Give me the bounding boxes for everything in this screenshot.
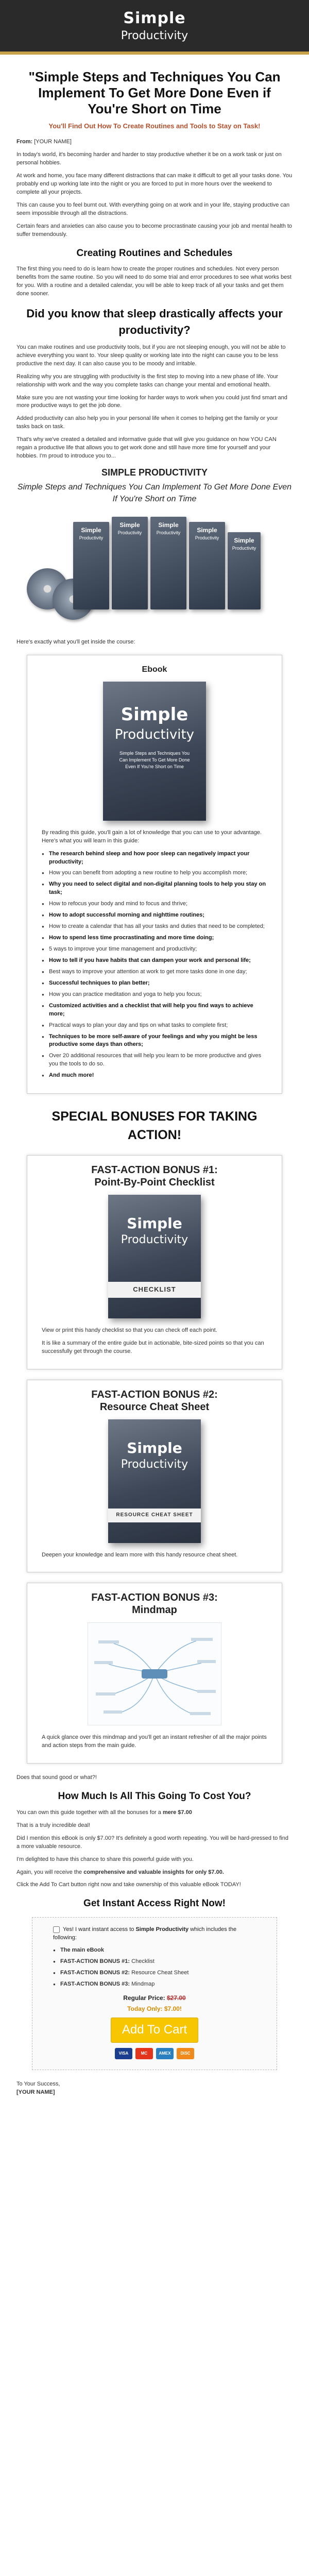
pricing-paragraph: Did I mention this eBook is only $7.00? It's definitely a good worth repeating. You will be hard-pressed to find a more valuable resource. [16,1835,288,1850]
ebook-cover-image [103,682,206,821]
cover-band: RESOURCE CHEAT SHEET [108,1509,201,1522]
pricing-text: You can own this guide together with all the bonuses for a [16,1809,163,1816]
order-item-text: Resource Cheat Sheet [130,1969,189,1976]
pricing-paragraph: Click the Add To Cart button right now and take ownership of this valuable eBook TODAY! [16,1882,241,1888]
regular-price [53,1994,256,2003]
section-title-routines: Creating Routines and Schedules [76,247,233,259]
book-image [189,522,225,609]
bonus-3-label: FAST-ACTION BONUS #3: [91,1592,218,1604]
ebook-bullet: ● Why you need to select digital and non-digital planning tools to help you stay on task; [42,880,267,897]
pricing-paragraph [16,1869,293,1877]
cover-band: CHECKLIST [108,1282,201,1298]
order-item-bold: The main eBook [60,1946,104,1953]
sleep-paragraph: That's why we've created a detailed and informative guide that will give you guidance on how YOU CAN regain a productive life that allows you to get work done and still have more time for yourself and your hobbies. I'm proud to introduce you to... [16,436,277,460]
today-price: Today Only: $7.00! [127,2005,182,2012]
ebook-card [27,655,282,1094]
from-line [16,138,293,146]
mindmap-image [88,1622,221,1725]
bonus-card-1 [27,1155,282,1369]
bonus-2-label: FAST-ACTION BONUS #2: [91,1388,218,1400]
order-item [53,1946,256,1955]
book-subtitle: Productivity [232,545,256,551]
product-name: SIMPLE PRODUCTIVITY [101,467,208,478]
ebook-title: Ebook [142,665,167,674]
order-item-text: Checklist [130,1958,154,1964]
book-image [112,517,148,609]
bonus-card-3 [27,1583,282,1764]
bonus-3-name: Mindmap [132,1604,177,1616]
intro-paragraph: Certain fears and anxieties can also cause you to become procrastinate causing your job and mental health to suffer tremendously. [16,223,293,238]
sleep-paragraph: Realizing why you are struggling with productivity is the first step to moving into a new phase of life. Your relationship with work and the way you complete tasks can change your mental and emotional health. [16,373,279,388]
sleep-paragraph: You can make routines and use productivity tools, but if you are not sleeping enough, you will not be able to achieve everything you want to. Your sleep quality or working late into the night can cause you to be less productive the next day. It can also cause you to be moody and irritable. [16,344,286,367]
order-item-bold: FAST-ACTION BONUS #1: [60,1958,130,1964]
closing [16,2080,293,2097]
intro-paragraph: In today's world, it's becoming harder and harder to stay productive whether it be on a work task or just on personal hobbies. [16,151,282,166]
order-checkbox-row[interactable] [53,1926,256,1942]
brand-title-line2: Productivity [121,29,188,42]
bonuses-heading: SPECIAL BONUSES FOR TAKING ACTION! [52,1109,258,1143]
cover-tagline: Simple Steps and Techniques You Can Implement To Get More Done Even If You're Short on Time [119,750,190,769]
product-bundle-image [16,512,293,630]
book-subtitle: Productivity [195,535,219,540]
page-headline: "Simple Steps and Techniques You Can Implement To Get More Done Even if You're Short on Time [28,69,281,117]
ebook-bullet: ● Customized activities and a checklist that will help you find ways to achieve more; [42,1002,267,1019]
order-item-list [53,1946,256,1989]
from-name: [YOUR NAME] [34,139,72,145]
cheatsheet-cover-image [108,1419,201,1543]
ebook-bullet: ● Best ways to improve your attention at work to get more tasks done in one day; [42,968,267,976]
cover-title: Simple [127,1214,182,1232]
checkbox-product: Simple Productivity [135,1926,189,1933]
checklist-cover-image [108,1195,201,1318]
from-label: From: [16,139,33,145]
bonus-3-description: A quick glance over this mindmap and you'll get an instant refresher of all the major points and action steps from the main guide. [42,1734,267,1749]
question-line: Does that sound good or what?! [16,1774,97,1781]
sleep-paragraph: Added productivity can also help you in your personal life when it comes to helping get the family or your tasks back on task. [16,415,278,430]
ebook-bullet: ● 5 ways to improve your time management and productivity; [42,945,267,954]
section-title-sleep: Did you know that sleep drastically affects your productivity? [26,307,283,336]
bonus-1-name: Point-By-Point Checklist [94,1176,215,1188]
ebook-bullet: ● How to tell if you have habits that can dampen your work and personal life; [42,957,267,965]
ebook-bullet: ● How you can practice meditation and yoga to help you focus; [42,991,267,999]
ebook-bullet: ● How you can benefit from adopting a new routine to help you accomplish more; [42,869,267,877]
closing-name: [YOUR NAME] [16,2089,55,2096]
ebook-bullet: ● How to spend less time procrastinating and more time doing; [42,934,267,942]
order-item [53,1980,256,1989]
ebook-bullet: ● Practical ways to plan your day and tips on what tasks to complete first; [42,1022,267,1030]
book-image [150,517,186,609]
book-image [73,522,109,609]
ebook-bullet: ● The research behind sleep and how poor sleep can negatively impact your productivity; [42,850,267,867]
book-title: Simple [158,521,179,529]
book-subtitle: Productivity [117,530,142,535]
book-title: Simple [234,536,254,544]
ebook-bullet-list [42,850,267,1080]
cover-subtitle: Productivity [121,1233,188,1247]
regular-price-value: $27.00 [167,1994,186,2002]
checkbox-label-end: which includes the following: [53,1926,237,1941]
course-intro: Here's exactly what you'll get inside the course: [16,638,135,645]
ebook-bullet: ● How to adopt successful morning and nighttime routines; [42,911,267,920]
cover-subtitle: Productivity [114,727,195,742]
price-highlight: mere $7.00 [162,1809,192,1816]
order-title: Get Instant Access Right Now! [83,1898,226,1909]
pricing-paragraph: I'm delighted to have this chance to share this powerful guide with you. [16,1856,194,1862]
bonus-2-title [42,1388,267,1413]
bonus-3-title [42,1591,267,1616]
order-checkbox[interactable] [53,1926,60,1933]
card-icon: VISA [115,2048,132,2059]
order-box [32,1917,277,2070]
order-item-text: Mindmap [130,1980,155,1987]
ebook-bullet: ● Successful techniques to plan better; [42,979,267,988]
order-item-bold: FAST-ACTION BONUS #2: [60,1969,130,1976]
product-tagline: Simple Steps and Techniques You Can Implement To Get More Done Even If You're Short on Time [17,483,292,504]
bonus-2-name: Resource Cheat Sheet [99,1401,210,1413]
pricing-bold: comprehensive and valuable insights for only $7.00. [83,1869,224,1875]
card-icon: AMEX [156,2048,174,2059]
pricing-paragraph [16,1809,293,1817]
intro-paragraph: At work and home, you face many different distractions that can make it difficult to get all your tasks done. You probably end up working late into the night or you are forced to put in more hours over the weekend to complete all your projects. [16,173,293,196]
add-to-cart-button[interactable]: Add To Cart [111,2018,198,2043]
routines-paragraph: The first thing you need to do is learn how to create the proper routines and schedules. Not every person benefits from the same routine. So you will need to do some trial and error procedures to see what works best for you. With a routine and a detailed calendar, you will be able to keep track of all your tasks and get them done sooner. [16,266,291,297]
order-item [53,1958,256,1966]
ebook-bullet: ● How to create a calendar that has all your tasks and duties that need to be completed; [42,923,267,931]
ebook-bullet: ● How to refocus your body and mind to focus and thrive; [42,900,267,908]
card-icon: DISC [177,2048,194,2059]
sleep-paragraph: Make sure you are not wasting your time looking for harder ways to work when you could just find smart and more productive ways to get the job done. [16,394,287,409]
book-title: Simple [119,521,140,529]
closing-line: To Your Success, [16,2081,60,2088]
bonus-1-description: It is like a summary of the entire guide but in actionable, bite-sized points so that you can successfully get through the course. [42,1340,264,1354]
header [0,0,309,52]
ebook-bullet: ● And much more! [42,1072,267,1080]
cover-title: Simple [127,1439,182,1456]
bonus-1-title [42,1164,267,1189]
brand-title-line1: Simple [123,9,186,27]
checkbox-label: Yes! I want instant access to [63,1926,136,1933]
main-content [0,55,309,2097]
ebook-bullet: ● Techniques to be more self-aware of your feelings and why you might be less productive some days than others; [42,1033,267,1049]
pricing-text: Again, you will receive the [16,1869,84,1875]
book-subtitle: Productivity [79,535,104,540]
bonus-2-description: Deepen your knowledge and learn more with this handy resource cheat sheet. [42,1551,238,1558]
card-icon: MC [135,2048,153,2059]
bonus-card-2 [27,1380,282,1573]
pricing-title: How Much Is All This Going To Cost You? [58,1791,251,1802]
mindmap-graphic [88,1623,221,1725]
page-subheadline: You'll Find Out How To Create Routines and Tools to Stay on Task! [48,122,261,130]
bonus-1-label: FAST-ACTION BONUS #1: [91,1164,218,1176]
cover-subtitle: Productivity [121,1458,188,1471]
order-item [53,1969,256,1977]
pricing-paragraph: That is a truly incredible deal! [16,1822,91,1828]
order-item-bold: FAST-ACTION BONUS #3: [60,1980,130,1987]
book-title: Simple [197,526,217,534]
cover-title: Simple [121,704,188,725]
regular-price-label: Regular Price: [123,1994,167,2002]
book-image [228,532,261,609]
bonus-1-description: View or print this handy checklist so that you can check off each point. [42,1327,217,1333]
ebook-intro: By reading this guide, you'll gain a lot of knowledge that you can use to your advantage. Here's what you will learn in this guide: [42,829,262,844]
payment-cards [53,2048,256,2059]
ebook-bullet: ● Over 20 additional resources that will help you learn to be more productive and gives you the tools to do so. [42,1052,267,1069]
book-title: Simple [81,526,101,534]
book-subtitle: Productivity [156,530,181,535]
intro-paragraph: This can cause you to feel burnt out. With everything going on at work and in your life, staying productive can seem impossible through all the distractions. [16,202,290,216]
